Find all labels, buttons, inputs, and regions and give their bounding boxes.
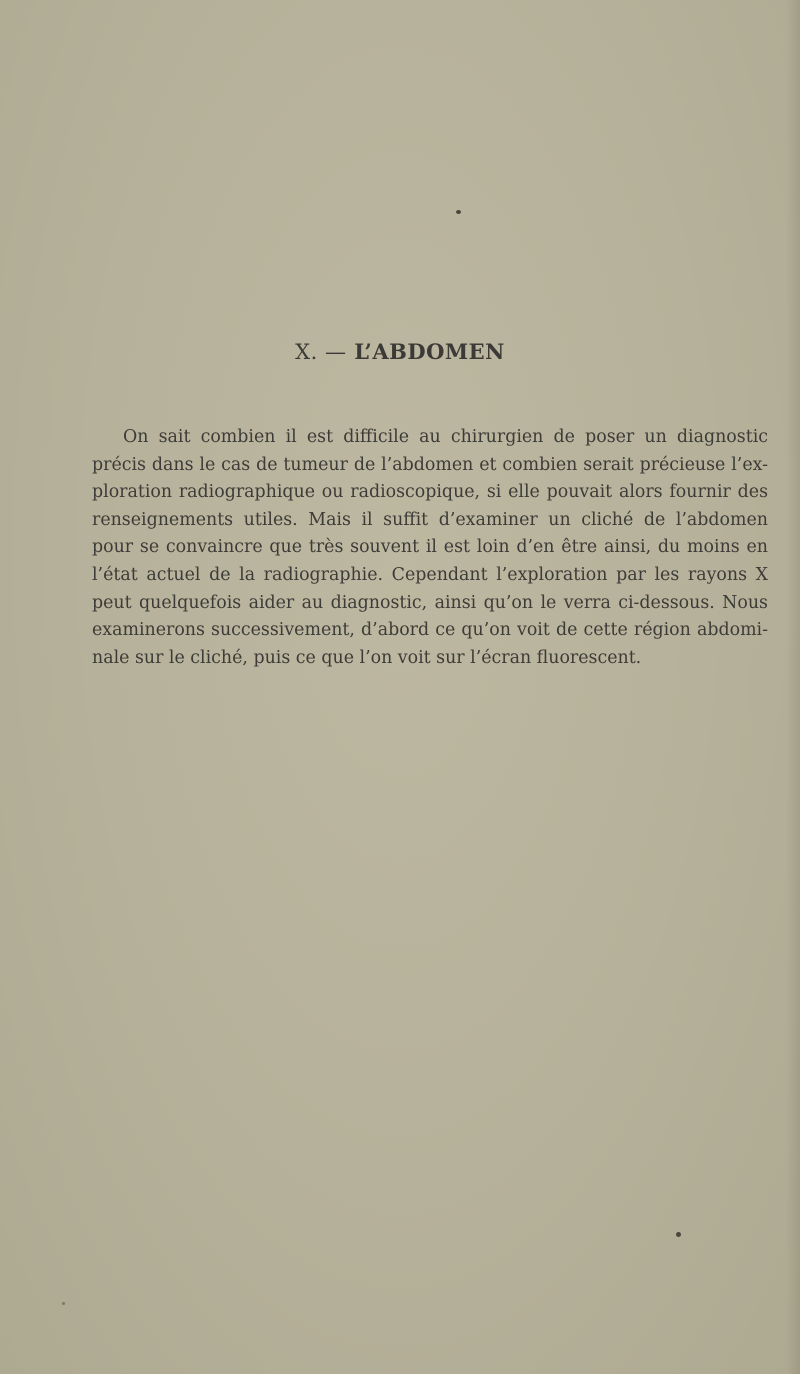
- chapter-heading: [0, 339, 800, 364]
- paragraph-line: On sait combien il est difficile au chirurgien de poser un diagnostic: [123, 427, 768, 447]
- paragraph-line: examinerons successivement, d’abord ce qu’on voit de cette région abdomi-: [92, 620, 768, 641]
- paper-speck: [456, 210, 461, 214]
- paragraph-line: précis dans le cas de tumeur de l’abdomen et combien serait précieuse l’ex-: [92, 454, 768, 475]
- body-paragraph: [92, 424, 768, 672]
- paragraph-line: nale sur le cliché, puis ce que l’on voit sur l’écran fluorescent.: [92, 647, 642, 668]
- paragraph-line: pour se convaincre que très souvent il est loin d’en être ainsi, du moins en: [92, 537, 768, 558]
- paragraph-line: l’état actuel de la radiographie. Cependant l’exploration par les rayons X: [92, 564, 768, 585]
- chapter-title: L’ABDOMEN: [354, 339, 505, 364]
- paper-speck: [62, 1302, 65, 1305]
- paragraph-line: renseignements utiles. Mais il suffit d’examiner un cliché de l’abdomen: [92, 509, 768, 530]
- paper-speck: [676, 1232, 681, 1237]
- paragraph-line: peut quelquefois aider au diagnostic, ainsi qu’on le verra ci-dessous. Nous: [92, 592, 768, 613]
- page-edge-shadow: [786, 0, 800, 1374]
- chapter-numeral: X. —: [295, 340, 347, 364]
- paragraph-line: ploration radiographique ou radioscopique, si elle pouvait alors fournir des: [92, 482, 768, 503]
